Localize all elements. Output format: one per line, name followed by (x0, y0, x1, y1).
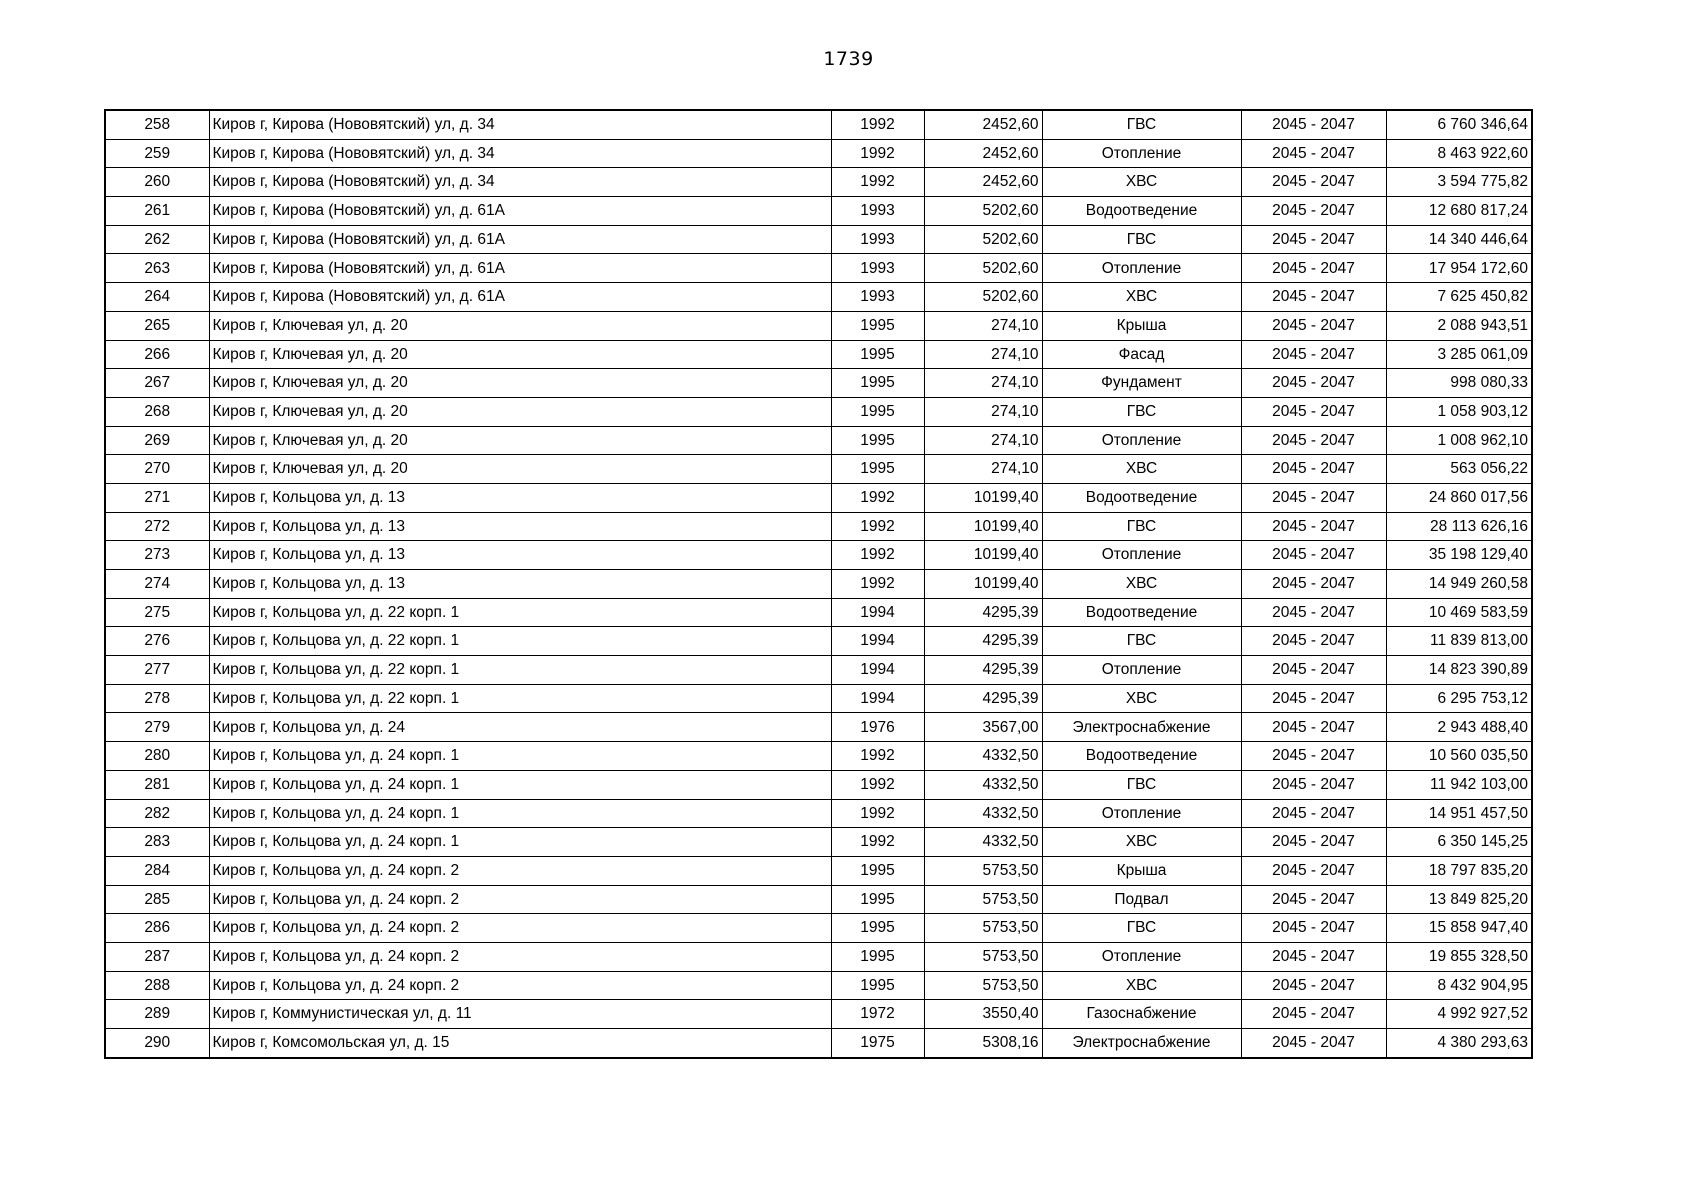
cost-cell: 1 058 903,12 (1386, 397, 1532, 426)
address-cell: Киров г, Кольцова ул, д. 24 корп. 1 (209, 799, 831, 828)
table-row (105, 1000, 1532, 1029)
row-number-cell: 287 (105, 942, 209, 971)
commission-year-cell: 1995 (831, 426, 924, 455)
area-cell: 4295,39 (924, 627, 1042, 656)
row-number-cell: 285 (105, 885, 209, 914)
row-number-cell: 280 (105, 742, 209, 771)
table-row (105, 369, 1532, 398)
work-type-cell: Водоотведение (1042, 197, 1241, 226)
period-cell: 2045 - 2047 (1241, 799, 1386, 828)
work-type-cell: ХВС (1042, 283, 1241, 312)
cost-cell: 2 088 943,51 (1386, 311, 1532, 340)
cost-cell: 19 855 328,50 (1386, 942, 1532, 971)
table-row (105, 799, 1532, 828)
area-cell: 4332,50 (924, 828, 1042, 857)
area-cell: 4332,50 (924, 742, 1042, 771)
row-number-cell: 284 (105, 856, 209, 885)
commission-year-cell: 1995 (831, 340, 924, 369)
commission-year-cell: 1995 (831, 311, 924, 340)
address-cell: Киров г, Ключевая ул, д. 20 (209, 369, 831, 398)
commission-year-cell: 1992 (831, 483, 924, 512)
commission-year-cell: 1976 (831, 713, 924, 742)
area-cell: 3567,00 (924, 713, 1042, 742)
row-number-cell: 277 (105, 656, 209, 685)
commission-year-cell: 1992 (831, 570, 924, 599)
area-cell: 5202,60 (924, 197, 1042, 226)
commission-year-cell: 1992 (831, 828, 924, 857)
work-type-cell: ХВС (1042, 455, 1241, 484)
commission-year-cell: 1995 (831, 455, 924, 484)
table-row (105, 168, 1532, 197)
table-row (105, 397, 1532, 426)
row-number-cell: 259 (105, 139, 209, 168)
table-row (105, 856, 1532, 885)
table-row (105, 570, 1532, 599)
period-cell: 2045 - 2047 (1241, 283, 1386, 312)
row-number-cell: 269 (105, 426, 209, 455)
commission-year-cell: 1993 (831, 283, 924, 312)
commission-year-cell: 1994 (831, 627, 924, 656)
row-number-cell: 289 (105, 1000, 209, 1029)
area-cell: 2452,60 (924, 110, 1042, 139)
area-cell: 3550,40 (924, 1000, 1042, 1029)
work-type-cell: Отопление (1042, 541, 1241, 570)
period-cell: 2045 - 2047 (1241, 656, 1386, 685)
address-cell: Киров г, Кольцова ул, д. 13 (209, 541, 831, 570)
row-number-cell: 261 (105, 197, 209, 226)
cost-cell: 10 469 583,59 (1386, 598, 1532, 627)
period-cell: 2045 - 2047 (1241, 110, 1386, 139)
address-cell: Киров г, Ключевая ул, д. 20 (209, 455, 831, 484)
table-row (105, 885, 1532, 914)
table-row (105, 340, 1532, 369)
address-cell: Киров г, Кольцова ул, д. 24 корп. 2 (209, 942, 831, 971)
area-cell: 10199,40 (924, 541, 1042, 570)
area-cell: 274,10 (924, 397, 1042, 426)
page-number: 1739 (823, 48, 874, 70)
row-number-cell: 263 (105, 254, 209, 283)
commission-year-cell: 1992 (831, 742, 924, 771)
commission-year-cell: 1994 (831, 598, 924, 627)
address-cell: Киров г, Ключевая ул, д. 20 (209, 426, 831, 455)
cost-cell: 11 839 813,00 (1386, 627, 1532, 656)
address-cell: Киров г, Кольцова ул, д. 22 корп. 1 (209, 656, 831, 685)
row-number-cell: 273 (105, 541, 209, 570)
table-row (105, 684, 1532, 713)
table-row (105, 541, 1532, 570)
period-cell: 2045 - 2047 (1241, 713, 1386, 742)
row-number-cell: 267 (105, 369, 209, 398)
table-row (105, 283, 1532, 312)
work-type-cell: Отопление (1042, 139, 1241, 168)
cost-cell: 6 295 753,12 (1386, 684, 1532, 713)
table-row (105, 254, 1532, 283)
period-cell: 2045 - 2047 (1241, 225, 1386, 254)
period-cell: 2045 - 2047 (1241, 885, 1386, 914)
cost-cell: 35 198 129,40 (1386, 541, 1532, 570)
commission-year-cell: 1995 (831, 369, 924, 398)
address-cell: Киров г, Кольцова ул, д. 22 корп. 1 (209, 627, 831, 656)
row-number-cell: 282 (105, 799, 209, 828)
work-type-cell: ГВС (1042, 914, 1241, 943)
area-cell: 5202,60 (924, 283, 1042, 312)
commission-year-cell: 1972 (831, 1000, 924, 1029)
area-cell: 10199,40 (924, 483, 1042, 512)
period-cell: 2045 - 2047 (1241, 598, 1386, 627)
commission-year-cell: 1992 (831, 139, 924, 168)
cost-cell: 28 113 626,16 (1386, 512, 1532, 541)
table-row (105, 512, 1532, 541)
cost-cell: 6 760 346,64 (1386, 110, 1532, 139)
period-cell: 2045 - 2047 (1241, 197, 1386, 226)
area-cell: 274,10 (924, 369, 1042, 398)
address-cell: Киров г, Кольцова ул, д. 24 корп. 1 (209, 770, 831, 799)
cost-cell: 14 340 446,64 (1386, 225, 1532, 254)
row-number-cell: 270 (105, 455, 209, 484)
period-cell: 2045 - 2047 (1241, 369, 1386, 398)
row-number-cell: 268 (105, 397, 209, 426)
commission-year-cell: 1992 (831, 168, 924, 197)
address-cell: Киров г, Кирова (Нововятский) ул, д. 61А (209, 283, 831, 312)
address-cell: Киров г, Кирова (Нововятский) ул, д. 34 (209, 139, 831, 168)
work-type-cell: ГВС (1042, 627, 1241, 656)
row-number-cell: 262 (105, 225, 209, 254)
work-type-cell: ХВС (1042, 168, 1241, 197)
cost-cell: 4 992 927,52 (1386, 1000, 1532, 1029)
work-type-cell: Отопление (1042, 656, 1241, 685)
commission-year-cell: 1992 (831, 799, 924, 828)
repair-schedule-table (104, 109, 1533, 1059)
work-type-cell: Подвал (1042, 885, 1241, 914)
cost-cell: 17 954 172,60 (1386, 254, 1532, 283)
commission-year-cell: 1995 (831, 914, 924, 943)
address-cell: Киров г, Кирова (Нововятский) ул, д. 61А (209, 197, 831, 226)
period-cell: 2045 - 2047 (1241, 971, 1386, 1000)
row-number-cell: 272 (105, 512, 209, 541)
commission-year-cell: 1993 (831, 254, 924, 283)
commission-year-cell: 1994 (831, 656, 924, 685)
area-cell: 5753,50 (924, 971, 1042, 1000)
work-type-cell: ГВС (1042, 225, 1241, 254)
area-cell: 5753,50 (924, 885, 1042, 914)
cost-cell: 14 951 457,50 (1386, 799, 1532, 828)
address-cell: Киров г, Кольцова ул, д. 13 (209, 570, 831, 599)
work-type-cell: Отопление (1042, 426, 1241, 455)
cost-cell: 18 797 835,20 (1386, 856, 1532, 885)
commission-year-cell: 1992 (831, 770, 924, 799)
cost-cell: 10 560 035,50 (1386, 742, 1532, 771)
address-cell: Киров г, Кольцова ул, д. 22 корп. 1 (209, 684, 831, 713)
address-cell: Киров г, Ключевая ул, д. 20 (209, 397, 831, 426)
commission-year-cell: 1995 (831, 856, 924, 885)
address-cell: Киров г, Кольцова ул, д. 24 (209, 713, 831, 742)
area-cell: 4295,39 (924, 656, 1042, 685)
work-type-cell: Фундамент (1042, 369, 1241, 398)
commission-year-cell: 1975 (831, 1029, 924, 1058)
work-type-cell: ХВС (1042, 971, 1241, 1000)
table-body (105, 110, 1532, 1058)
address-cell: Киров г, Комсомольская ул, д. 15 (209, 1029, 831, 1058)
commission-year-cell: 1993 (831, 197, 924, 226)
address-cell: Киров г, Кольцова ул, д. 13 (209, 512, 831, 541)
commission-year-cell: 1994 (831, 684, 924, 713)
period-cell: 2045 - 2047 (1241, 828, 1386, 857)
address-cell: Киров г, Кольцова ул, д. 24 корп. 2 (209, 971, 831, 1000)
table-row (105, 627, 1532, 656)
address-cell: Киров г, Коммунистическая ул, д. 11 (209, 1000, 831, 1029)
address-cell: Киров г, Кольцова ул, д. 13 (209, 483, 831, 512)
work-type-cell: Фасад (1042, 340, 1241, 369)
table-row (105, 971, 1532, 1000)
area-cell: 2452,60 (924, 139, 1042, 168)
work-type-cell: Электроснабжение (1042, 713, 1241, 742)
row-number-cell: 266 (105, 340, 209, 369)
area-cell: 5753,50 (924, 856, 1042, 885)
table-row (105, 225, 1532, 254)
cost-cell: 6 350 145,25 (1386, 828, 1532, 857)
address-cell: Киров г, Кирова (Нововятский) ул, д. 61А (209, 254, 831, 283)
table-row (105, 828, 1532, 857)
cost-cell: 12 680 817,24 (1386, 197, 1532, 226)
period-cell: 2045 - 2047 (1241, 627, 1386, 656)
area-cell: 10199,40 (924, 512, 1042, 541)
commission-year-cell: 1995 (831, 397, 924, 426)
commission-year-cell: 1995 (831, 942, 924, 971)
period-cell: 2045 - 2047 (1241, 397, 1386, 426)
address-cell: Киров г, Кольцова ул, д. 24 корп. 2 (209, 856, 831, 885)
table-row (105, 742, 1532, 771)
period-cell: 2045 - 2047 (1241, 139, 1386, 168)
work-type-cell: Отопление (1042, 254, 1241, 283)
commission-year-cell: 1995 (831, 885, 924, 914)
area-cell: 5753,50 (924, 942, 1042, 971)
address-cell: Киров г, Кольцова ул, д. 22 корп. 1 (209, 598, 831, 627)
address-cell: Киров г, Кольцова ул, д. 24 корп. 1 (209, 742, 831, 771)
period-cell: 2045 - 2047 (1241, 742, 1386, 771)
row-number-cell: 278 (105, 684, 209, 713)
row-number-cell: 271 (105, 483, 209, 512)
row-number-cell: 288 (105, 971, 209, 1000)
cost-cell: 563 056,22 (1386, 455, 1532, 484)
row-number-cell: 274 (105, 570, 209, 599)
cost-cell: 998 080,33 (1386, 369, 1532, 398)
address-cell: Киров г, Кирова (Нововятский) ул, д. 34 (209, 110, 831, 139)
work-type-cell: Отопление (1042, 799, 1241, 828)
cost-cell: 4 380 293,63 (1386, 1029, 1532, 1058)
table-row (105, 110, 1532, 139)
work-type-cell: ХВС (1042, 570, 1241, 599)
table-row (105, 598, 1532, 627)
cost-cell: 11 942 103,00 (1386, 770, 1532, 799)
period-cell: 2045 - 2047 (1241, 340, 1386, 369)
row-number-cell: 290 (105, 1029, 209, 1058)
row-number-cell: 279 (105, 713, 209, 742)
table-row (105, 656, 1532, 685)
period-cell: 2045 - 2047 (1241, 426, 1386, 455)
period-cell: 2045 - 2047 (1241, 570, 1386, 599)
area-cell: 2452,60 (924, 168, 1042, 197)
period-cell: 2045 - 2047 (1241, 942, 1386, 971)
row-number-cell: 260 (105, 168, 209, 197)
table-row (105, 713, 1532, 742)
period-cell: 2045 - 2047 (1241, 168, 1386, 197)
period-cell: 2045 - 2047 (1241, 311, 1386, 340)
area-cell: 5202,60 (924, 254, 1042, 283)
work-type-cell: ХВС (1042, 828, 1241, 857)
area-cell: 4332,50 (924, 770, 1042, 799)
address-cell: Киров г, Кольцова ул, д. 24 корп. 2 (209, 914, 831, 943)
row-number-cell: 264 (105, 283, 209, 312)
cost-cell: 13 849 825,20 (1386, 885, 1532, 914)
area-cell: 5202,60 (924, 225, 1042, 254)
cost-cell: 1 008 962,10 (1386, 426, 1532, 455)
period-cell: 2045 - 2047 (1241, 856, 1386, 885)
work-type-cell: Водоотведение (1042, 598, 1241, 627)
table-row (105, 770, 1532, 799)
cost-cell: 15 858 947,40 (1386, 914, 1532, 943)
work-type-cell: ГВС (1042, 397, 1241, 426)
period-cell: 2045 - 2047 (1241, 914, 1386, 943)
period-cell: 2045 - 2047 (1241, 541, 1386, 570)
row-number-cell: 281 (105, 770, 209, 799)
table-row (105, 455, 1532, 484)
commission-year-cell: 1993 (831, 225, 924, 254)
work-type-cell: Отопление (1042, 942, 1241, 971)
cost-cell: 14 949 260,58 (1386, 570, 1532, 599)
row-number-cell: 265 (105, 311, 209, 340)
commission-year-cell: 1992 (831, 541, 924, 570)
row-number-cell: 286 (105, 914, 209, 943)
period-cell: 2045 - 2047 (1241, 1029, 1386, 1058)
area-cell: 5753,50 (924, 914, 1042, 943)
period-cell: 2045 - 2047 (1241, 770, 1386, 799)
cost-cell: 24 860 017,56 (1386, 483, 1532, 512)
cost-cell: 7 625 450,82 (1386, 283, 1532, 312)
cost-cell: 3 285 061,09 (1386, 340, 1532, 369)
period-cell: 2045 - 2047 (1241, 512, 1386, 541)
period-cell: 2045 - 2047 (1241, 455, 1386, 484)
row-number-cell: 258 (105, 110, 209, 139)
area-cell: 4332,50 (924, 799, 1042, 828)
table-row (105, 942, 1532, 971)
work-type-cell: ГВС (1042, 512, 1241, 541)
cost-cell: 8 463 922,60 (1386, 139, 1532, 168)
cost-cell: 8 432 904,95 (1386, 971, 1532, 1000)
cost-cell: 2 943 488,40 (1386, 713, 1532, 742)
row-number-cell: 276 (105, 627, 209, 656)
work-type-cell: Крыша (1042, 856, 1241, 885)
row-number-cell: 283 (105, 828, 209, 857)
cost-cell: 14 823 390,89 (1386, 656, 1532, 685)
area-cell: 274,10 (924, 426, 1042, 455)
address-cell: Киров г, Ключевая ул, д. 20 (209, 311, 831, 340)
work-type-cell: ГВС (1042, 770, 1241, 799)
address-cell: Киров г, Кирова (Нововятский) ул, д. 61А (209, 225, 831, 254)
address-cell: Киров г, Кольцова ул, д. 24 корп. 1 (209, 828, 831, 857)
area-cell: 4295,39 (924, 598, 1042, 627)
address-cell: Киров г, Кольцова ул, д. 24 корп. 2 (209, 885, 831, 914)
commission-year-cell: 1995 (831, 971, 924, 1000)
area-cell: 274,10 (924, 455, 1042, 484)
work-type-cell: ХВС (1042, 684, 1241, 713)
table-row (105, 1029, 1532, 1058)
cost-cell: 3 594 775,82 (1386, 168, 1532, 197)
work-type-cell: Водоотведение (1042, 483, 1241, 512)
area-cell: 10199,40 (924, 570, 1042, 599)
work-type-cell: Крыша (1042, 311, 1241, 340)
work-type-cell: Водоотведение (1042, 742, 1241, 771)
row-number-cell: 275 (105, 598, 209, 627)
work-type-cell: ГВС (1042, 110, 1241, 139)
area-cell: 274,10 (924, 311, 1042, 340)
table-row (105, 483, 1532, 512)
area-cell: 274,10 (924, 340, 1042, 369)
table-row (105, 311, 1532, 340)
period-cell: 2045 - 2047 (1241, 483, 1386, 512)
table-row (105, 197, 1532, 226)
address-cell: Киров г, Ключевая ул, д. 20 (209, 340, 831, 369)
work-type-cell: Газоснабжение (1042, 1000, 1241, 1029)
table-row (105, 914, 1532, 943)
area-cell: 5308,16 (924, 1029, 1042, 1058)
commission-year-cell: 1992 (831, 512, 924, 541)
area-cell: 4295,39 (924, 684, 1042, 713)
period-cell: 2045 - 2047 (1241, 254, 1386, 283)
address-cell: Киров г, Кирова (Нововятский) ул, д. 34 (209, 168, 831, 197)
commission-year-cell: 1992 (831, 110, 924, 139)
period-cell: 2045 - 2047 (1241, 684, 1386, 713)
table-row (105, 426, 1532, 455)
table-row (105, 139, 1532, 168)
work-type-cell: Электроснабжение (1042, 1029, 1241, 1058)
period-cell: 2045 - 2047 (1241, 1000, 1386, 1029)
